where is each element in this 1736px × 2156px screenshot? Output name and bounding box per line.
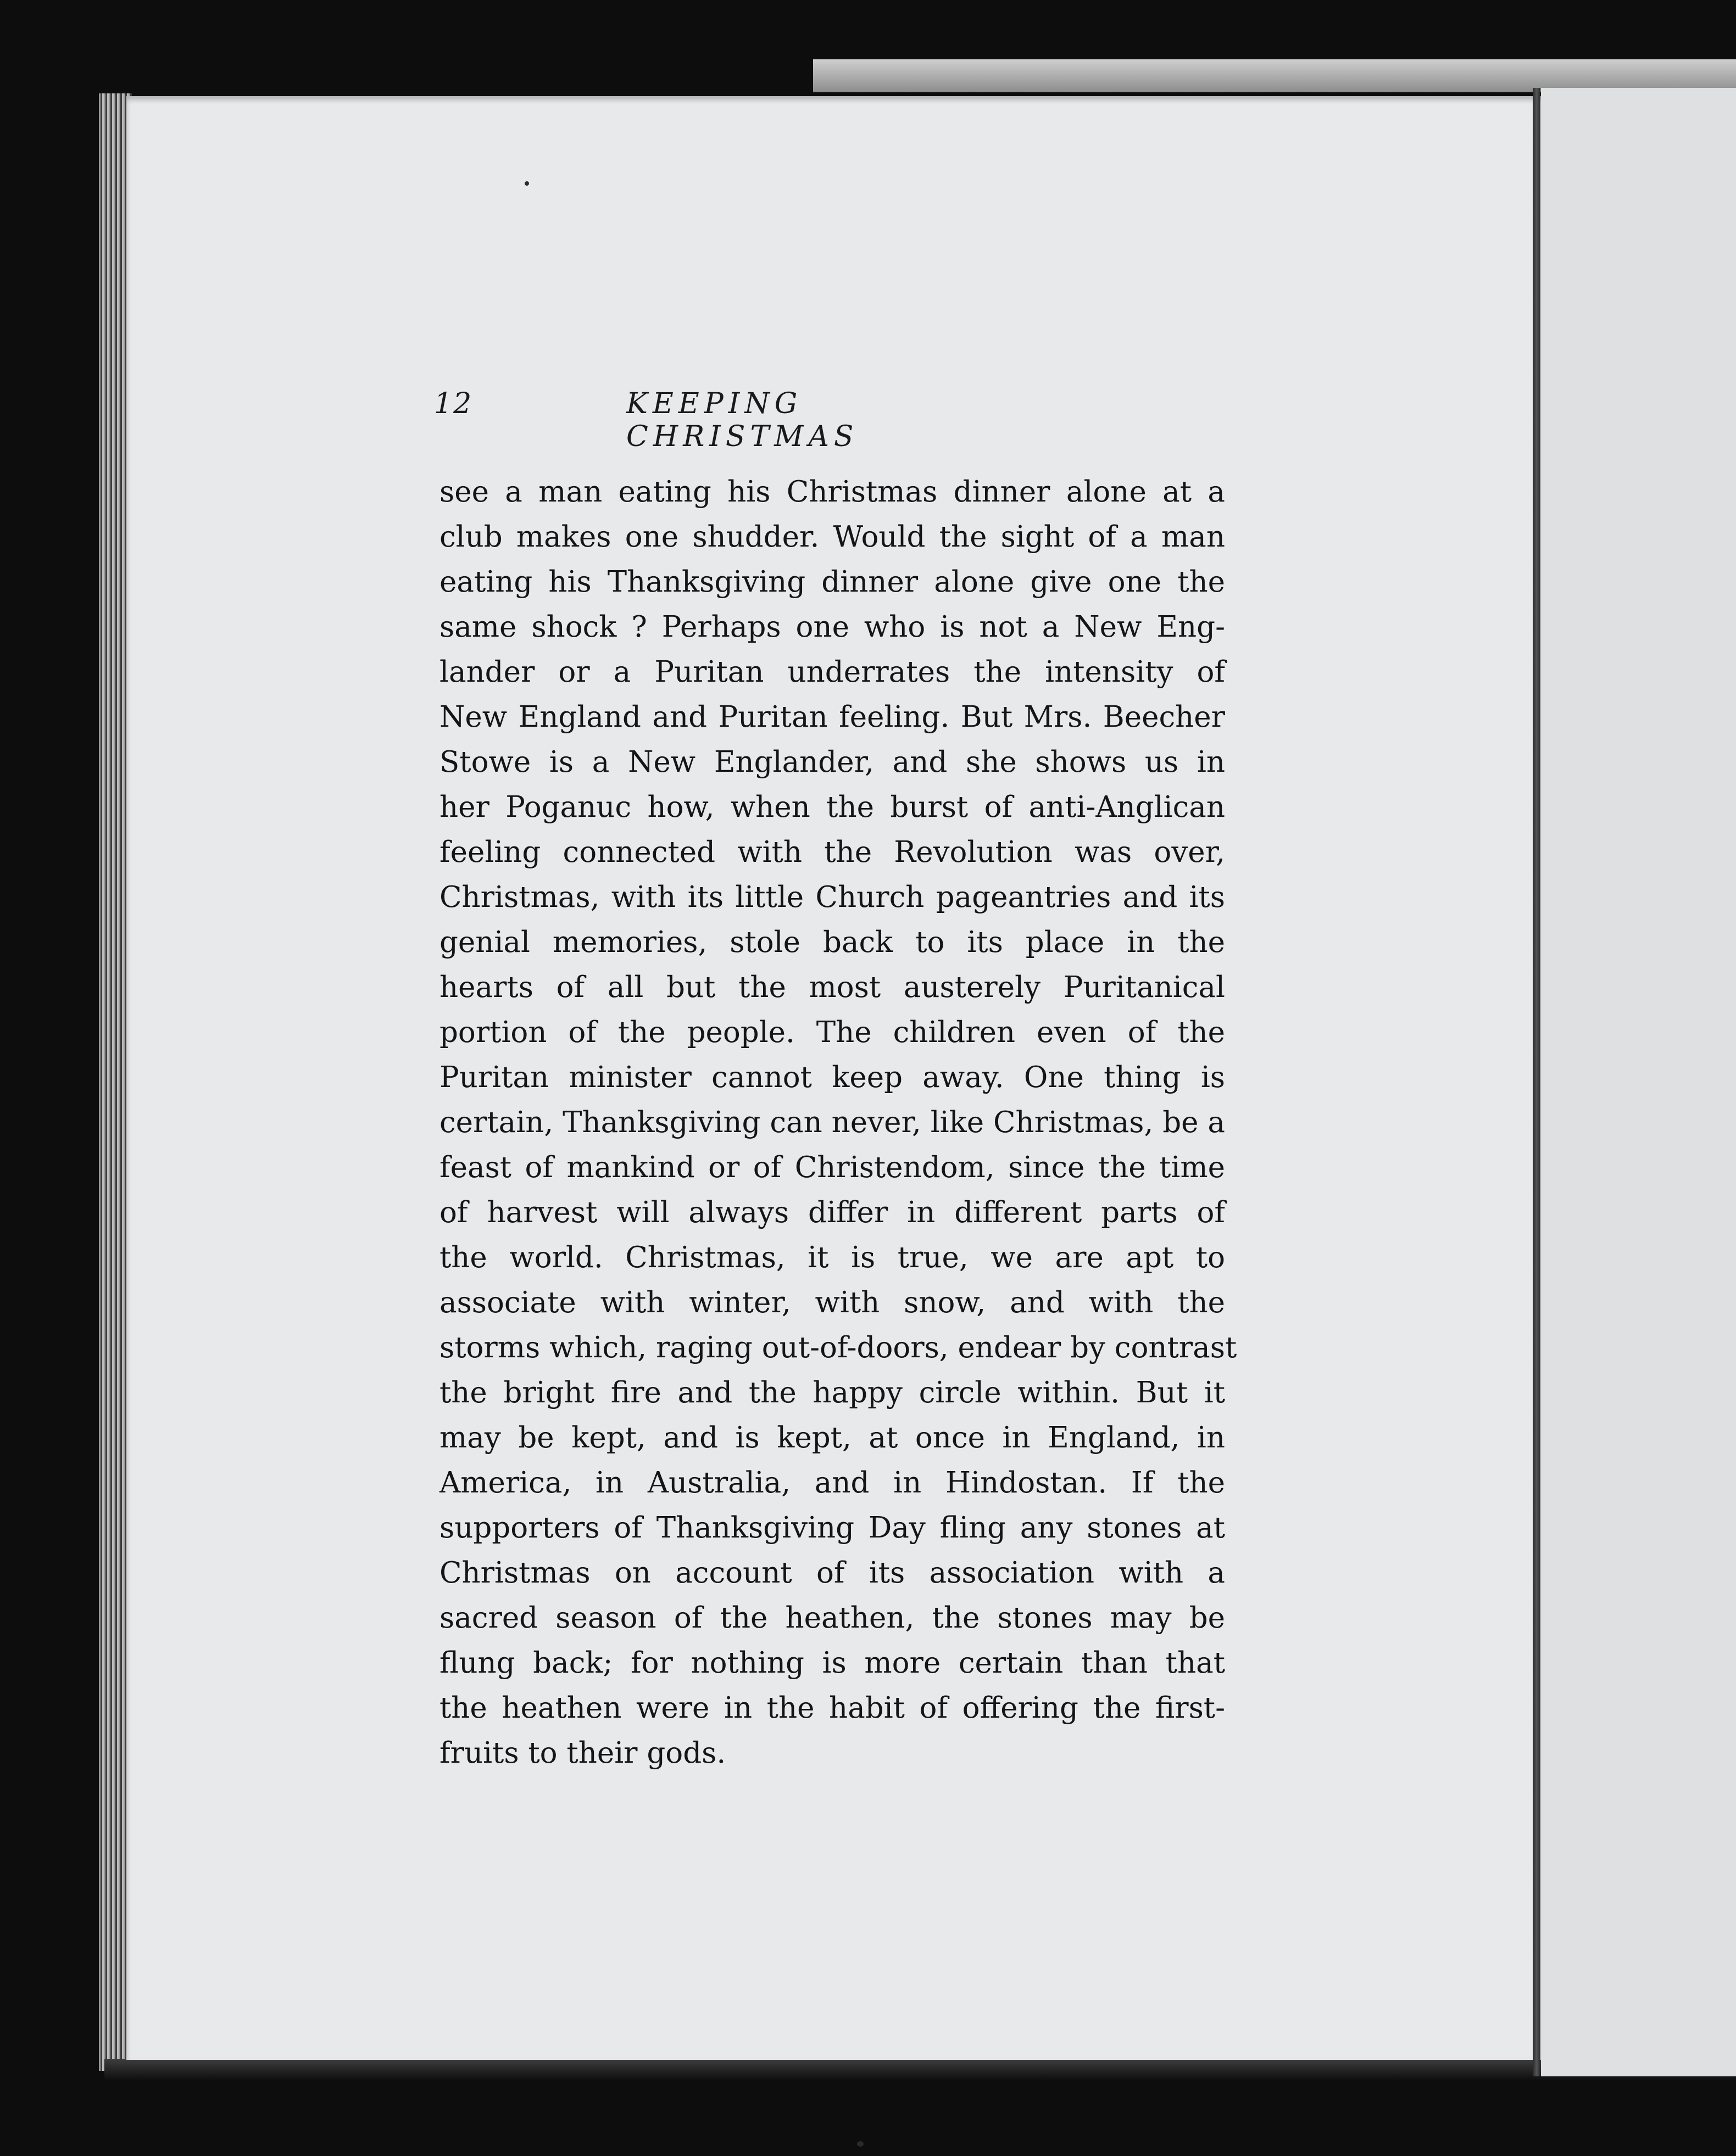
text-line: eating his Thanksgiving dinner alone give one the: [439, 565, 1225, 599]
text-line: supporters of Thanksgiving Day fling any stones at: [439, 1511, 1225, 1545]
text-line: genial memories, stole back to its place in the: [439, 926, 1225, 959]
text-line: Puritan minister cannot keep away. One thing is: [439, 1061, 1225, 1094]
running-head: [434, 387, 1038, 453]
text-line: see a man eating his Christmas dinner alone at a: [439, 475, 1225, 509]
text-line: flung back; for nothing is more certain than that: [439, 1646, 1225, 1680]
book-top-edge: [813, 59, 1736, 92]
text-line: certain, Thanksgiving can never, like Christmas, be a: [439, 1106, 1225, 1139]
dust-speck: [857, 2141, 864, 2147]
text-line: same shock ? Perhaps one who is not a New Eng-: [439, 610, 1225, 644]
text-line: the bright fire and the happy circle within. But it: [439, 1376, 1225, 1410]
text-line: America, in Australia, and in Hindostan. If the: [439, 1466, 1225, 1500]
running-title: KEEPING CHRISTMAS: [626, 387, 859, 453]
text-line: associate with winter, with snow, and with the: [439, 1286, 1225, 1319]
book-bottom-edge: [104, 2059, 1736, 2081]
text-line: the world. Christmas, it is true, we are apt to: [439, 1241, 1225, 1274]
facing-page: [1541, 88, 1736, 2076]
text-line: Stowe is a New Englander, and she shows us in: [439, 745, 1225, 779]
text-line: fruits to their gods.: [439, 1736, 726, 1770]
text-line: of harvest will always differ in different parts of: [439, 1196, 1225, 1229]
book-spine: [1533, 88, 1540, 2076]
text-line: club makes one shudder. Would the sight of a man: [439, 520, 1225, 554]
page-number: 12: [434, 387, 473, 420]
text-line: the heathen were in the habit of offering the first-: [439, 1691, 1225, 1725]
text-line: hearts of all but the most austerely Puritanical: [439, 971, 1225, 1004]
text-line: storms which, raging out-of-doors, endear by contrast: [439, 1331, 1237, 1364]
text-line: portion of the people. The children even of the: [439, 1016, 1225, 1049]
text-line: her Poganuc how, when the burst of anti-Anglican: [439, 790, 1225, 824]
text-line: sacred season of the heathen, the stones may be: [439, 1601, 1225, 1635]
text-line: New England and Puritan feeling. But Mrs. Beecher: [439, 700, 1225, 734]
text-line: feast of mankind or of Christendom, since the time: [439, 1151, 1225, 1184]
text-line: Christmas, with its little Church pageantries and its: [439, 881, 1225, 914]
text-line: Christmas on account of its association with a: [439, 1556, 1225, 1590]
text-line: may be kept, and is kept, at once in England, in: [439, 1421, 1225, 1455]
text-line: feeling connected with the Revolution was over,: [439, 835, 1225, 869]
dust-speck: [525, 181, 529, 186]
text-line: lander or a Puritan underrates the intensity of: [439, 655, 1225, 689]
body-text: [439, 470, 1237, 1776]
